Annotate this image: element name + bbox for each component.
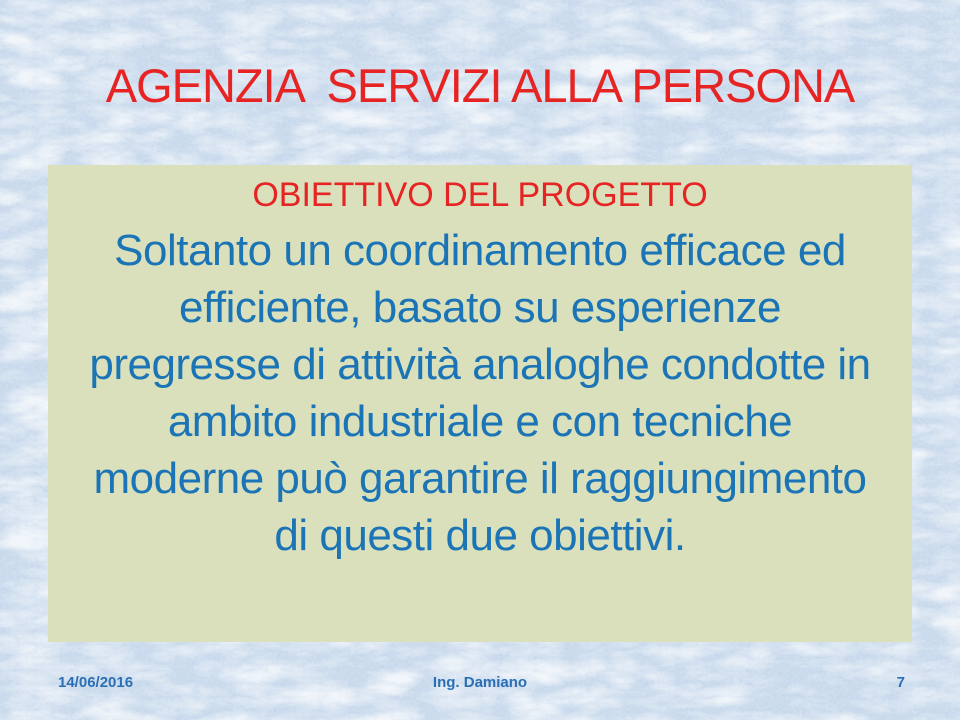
footer xyxy=(0,674,960,696)
body-line: ambito industriale e con tecniche xyxy=(167,397,793,446)
body-line: efficiente, basato su esperienze xyxy=(178,283,782,332)
body-line: moderne può garantire il raggiungimento xyxy=(93,454,867,503)
footer-page-number: 7 xyxy=(896,674,905,691)
content-box xyxy=(48,165,912,642)
slide-title: AGENZIA SERVIZI ALLA PERSONA xyxy=(105,59,855,112)
body-line: pregresse di attività analoghe condotte in xyxy=(89,340,871,389)
footer-author: Ing. Damiano xyxy=(432,674,528,691)
body-line: di questi due obiettivi. xyxy=(274,511,686,560)
footer-date: 14/06/2016 xyxy=(58,674,134,691)
content-body xyxy=(56,222,904,564)
body-line: Soltanto un coordinamento efficace ed xyxy=(114,226,846,275)
content-heading: OBIETTIVO DEL PROGETTO xyxy=(252,176,708,214)
